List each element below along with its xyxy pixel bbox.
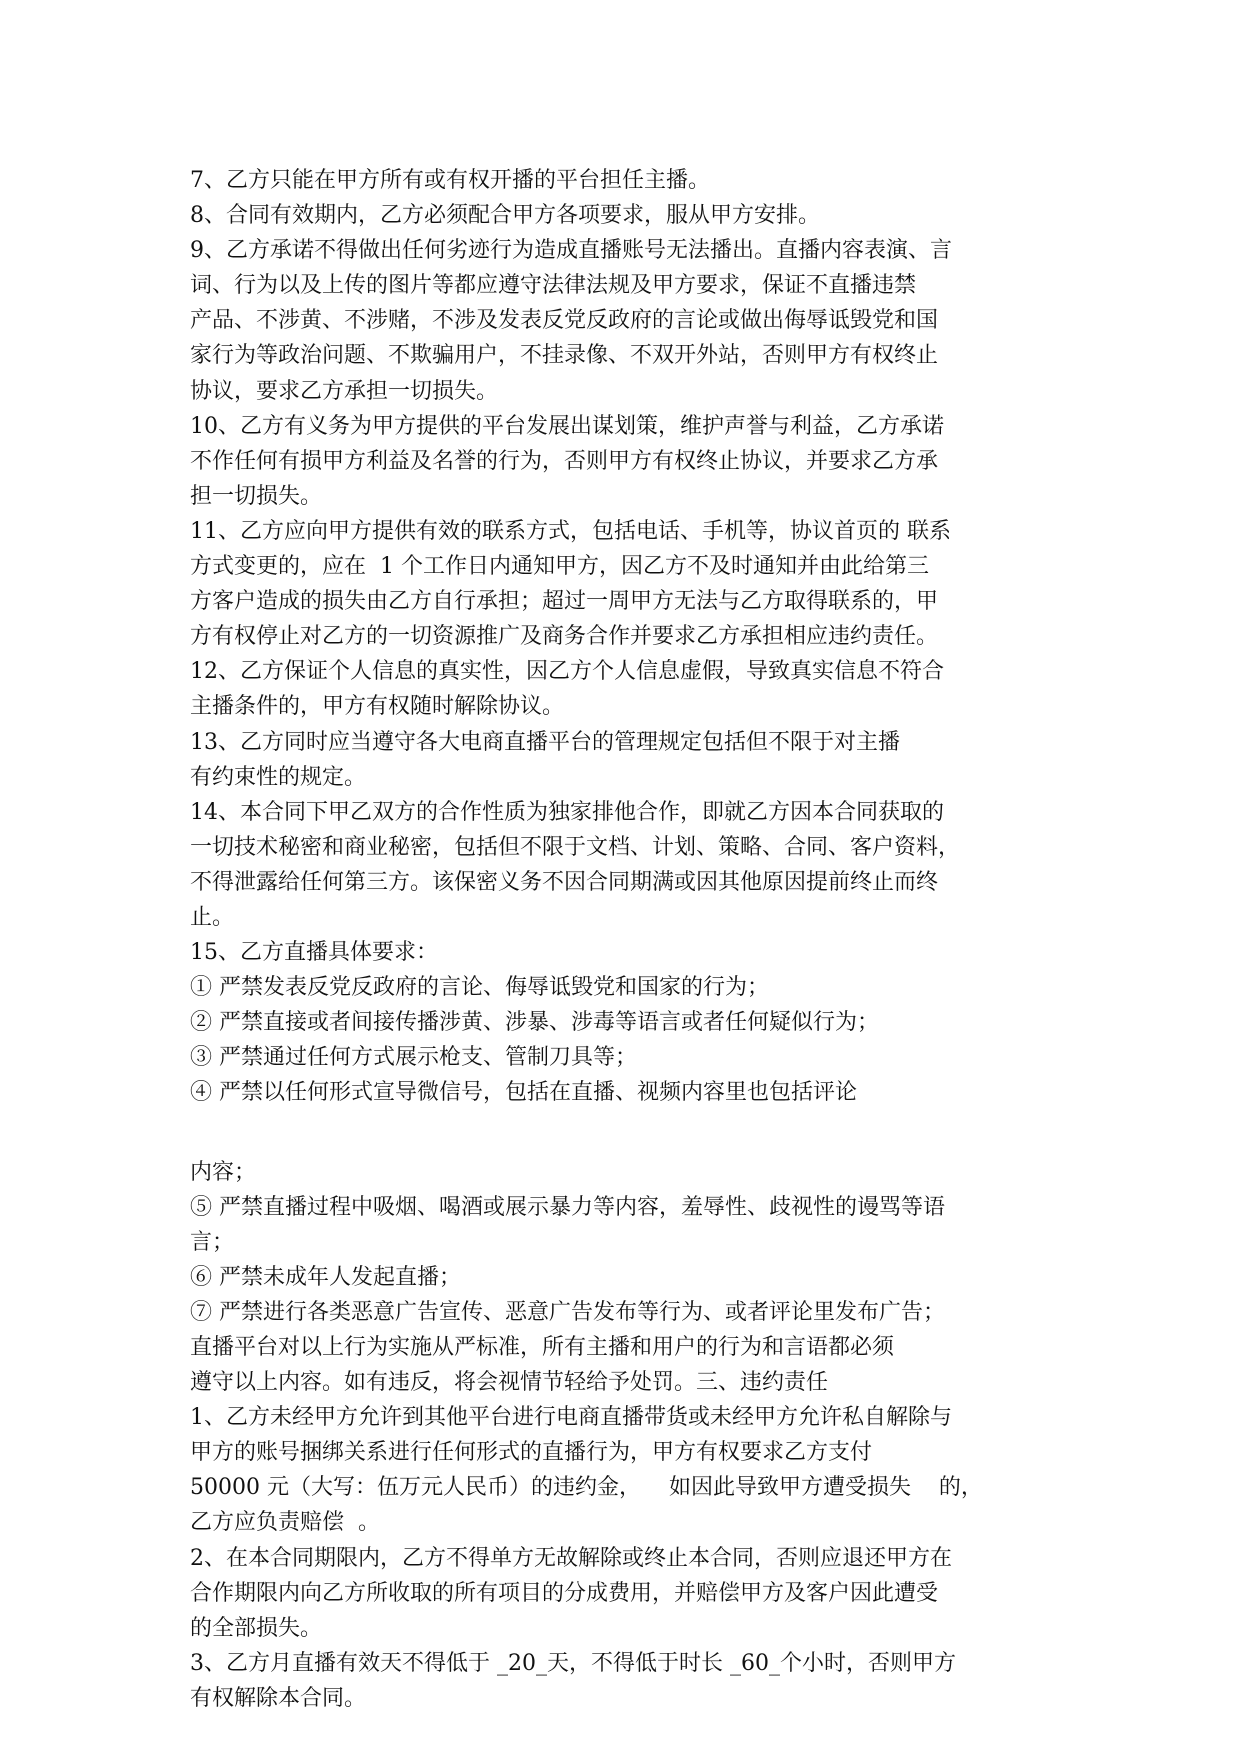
text-block-a xyxy=(190,163,1070,1111)
text-block-b xyxy=(190,1155,1070,1717)
text-line: 遵守以上内容。如有违反，将会视情节轻给予处罚。三、违约责任 xyxy=(190,1370,829,1396)
text-line: 家行为等政治问题、不欺骗用户，不挂录像、不双开外站，否则甲方有权终止 xyxy=(190,343,939,369)
text-line: 13、乙方同时应当遵守各大电商直播平台的管理规定包括但不限于对主播 xyxy=(190,729,900,755)
text-line: 甲方的账号捆绑关系进行任何形式的直播行为，甲方有权要求乙方支付 xyxy=(190,1440,873,1466)
text-line: 有权解除本合同。 xyxy=(190,1685,367,1711)
text-line: 2、在本合同期限内，乙方不得单方无故解除或终止本合同，否则应退还甲方在 xyxy=(190,1545,952,1571)
paragraph-gap xyxy=(190,1111,1070,1155)
document-body xyxy=(190,163,1070,1716)
text-line: 3、乙方月直播有效天不得低于 _20_天，不得低于时长 _60_个小时，否则甲方 xyxy=(190,1650,956,1676)
text-line: 14、本合同下甲乙双方的合作性质为独家排他合作，即就乙方因本合同获取的 xyxy=(190,799,944,825)
text-line: 方客户造成的损失由乙方自行承担；超过一周甲方无法与乙方取得联系的，甲 xyxy=(190,589,939,615)
text-line: ③ 严禁通过任何方式展示枪支、管制刀具等； xyxy=(190,1045,637,1071)
text-line: 15、乙方直播具体要求： xyxy=(190,940,438,966)
text-line: ⑥ 严禁未成年人发起直播； xyxy=(190,1264,461,1290)
text-line: 产品、不涉黄、不涉赌，不涉及发表反党反政府的言论或做出侮辱诋毁党和国 xyxy=(190,308,939,334)
text-line: 8、合同有效期内，乙方必须配合甲方各项要求，服从甲方安排。 xyxy=(190,203,820,229)
text-line: 一切技术秘密和商业秘密，包括但不限于文档、计划、策略、合同、客户资料， xyxy=(190,834,961,860)
text-line: ② 严禁直接或者间接传播涉黄、涉暴、涉毒等语言或者任何疑似行为； xyxy=(190,1010,879,1036)
text-line: 9、乙方承诺不得做出任何劣迹行为造成直播账号无法播出。直播内容表演、言 xyxy=(190,238,952,264)
text-line: ⑤ 严禁直播过程中吸烟、喝酒或展示暴力等内容，羞辱性、歧视性的谩骂等语 xyxy=(190,1194,945,1220)
text-line: 50000 元（大写：伍万元人民币）的违约金， 如因此导致甲方遭受损失 的， xyxy=(190,1475,983,1501)
text-line: 协议，要求乙方承担一切损失。 xyxy=(190,378,499,404)
text-line: ⑦ 严禁进行各类恶意广告宣传、恶意广告发布等行为、或者评论里发布广告； xyxy=(190,1299,945,1325)
text-line: 方有权停止对乙方的一切资源推广及商务合作并要求乙方承担相应违约责任。 xyxy=(190,624,939,650)
text-line: 乙方应负责赔偿 。 xyxy=(190,1510,380,1536)
text-line: 担一切损失。 xyxy=(190,483,323,509)
text-line: 不得泄露给任何第三方。该保密义务不因合同期满或因其他原因提前终止而终 xyxy=(190,869,939,895)
text-line: 止。 xyxy=(190,904,235,930)
text-line: 直播平台对以上行为实施从严标准，所有主播和用户的行为和言语都必须 xyxy=(190,1335,895,1360)
text-line: 1、乙方未经甲方允许到其他平台进行电商直播带货或未经甲方允许私自解除与 xyxy=(190,1405,952,1431)
text-line: 有约束性的规定。 xyxy=(190,764,367,790)
text-line: 合作期限内向乙方所收取的所有项目的分成费用，并赔偿甲方及客户因此遭受 xyxy=(190,1580,939,1606)
text-line: 11、乙方应向甲方提供有效的联系方式，包括电话、手机等，协议首页的 联系 xyxy=(190,518,951,544)
text-line: 内容； xyxy=(190,1159,257,1185)
text-line: ① 严禁发表反党反政府的言论、侮辱诋毁党和国家的行为； xyxy=(190,975,769,1001)
text-line: 的全部损失。 xyxy=(190,1615,323,1641)
text-line: 10、乙方有义务为甲方提供的平台发展出谋划策，维护声誉与利益，乙方承诺 xyxy=(190,413,944,439)
text-line: 主播条件的，甲方有权随时解除协议。 xyxy=(190,694,565,720)
text-line: 不作任何有损甲方利益及名誉的行为，否则甲方有权终止协议，并要求乙方承 xyxy=(190,448,939,474)
text-line: 词、行为以及上传的图片等都应遵守法律法规及甲方要求，保证不直播违禁 xyxy=(190,273,917,299)
text-line: 言； xyxy=(190,1229,235,1255)
text-line: 7、乙方只能在甲方所有或有权开播的平台担任主播。 xyxy=(190,168,710,193)
text-line: 12、乙方保证个人信息的真实性，因乙方个人信息虚假，导致真实信息不符合 xyxy=(190,659,944,685)
text-line: ④ 严禁以任何形式宣导微信号，包括在直播、视频内容里也包括评论 xyxy=(190,1080,857,1106)
text-line: 方式变更的，应在 1 个工作日内通知甲方，因乙方不及时通知并由此给第三 xyxy=(190,554,929,580)
